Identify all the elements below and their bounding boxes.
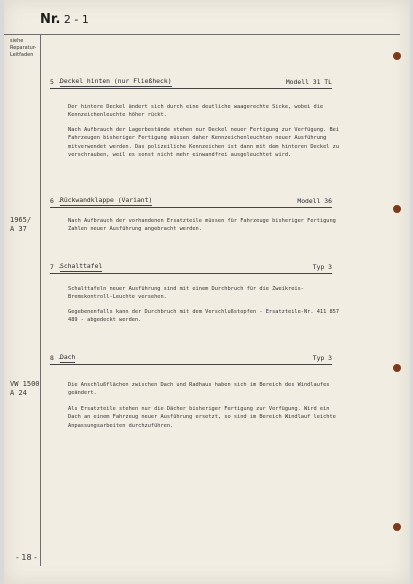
section-paragraph: Schalttafeln neuer Ausführung sind mit einem Durchbruch für die Zweikreis-Bremskontroll-Leuchte versehen. [68, 286, 304, 301]
punch-hole [393, 364, 401, 372]
section-number: 5 - [50, 78, 62, 86]
section-number: 6 - [50, 197, 62, 205]
section-heading-5 [50, 77, 332, 89]
margin-reference: siehe Reparatur-Leitfaden [10, 38, 37, 58]
margin-note: VW 1500 A 24 [10, 380, 40, 397]
section-model: Modell 36 [297, 197, 332, 205]
section-model: Typ 3 [312, 354, 332, 362]
margin-note: 1965/ A 37 [10, 216, 32, 233]
page-footer-number: - 18 - [16, 553, 38, 562]
page-number-value: 2 - 1 [63, 13, 89, 26]
section-paragraph: Gegebenenfalls kann der Durchbruch mit dem Verschlußstopfen - Ersatzteile-Nr. 411 857 489 - abgedeckt werden. [68, 309, 340, 324]
section-title: Rückwandklappe (Variant) [60, 196, 153, 204]
punch-hole [393, 205, 401, 213]
punch-hole [393, 523, 401, 531]
header-rule [4, 34, 400, 35]
page-number [40, 12, 89, 27]
section-title: Deckel hinten (nur Fließheck) [60, 77, 172, 85]
section-paragraph: Nach Aufbrauch der vorhandenen Ersatzteile müssen für Fahrzeuge bisheriger Fertigung Zahlen neuer Ausführung angebracht werden. [68, 218, 336, 233]
punch-hole [393, 52, 401, 60]
margin-rule [40, 34, 41, 566]
section-paragraph: Der hintere Deckel ändert sich durch eine deutliche waagerechte Sicke, wobei die Kennzeichenleuchte höher rückt. [68, 104, 324, 119]
section-number: 8 - [50, 354, 62, 362]
section-heading-7 [50, 262, 332, 274]
section-heading-6 [50, 196, 332, 208]
section-paragraph: Nach Aufbrauch der Lagerbestände stehen nur Deckel neuer Fertigung zur Verfügung. Bei Fahrzeugen bisheriger Fertigung müssen daher Kennzeichenleuchten neuer Ausführung mitverwendet werden. Das polizeiliche Kennzeichen ist dann mit dem hinteren Deckel zu verschrauben, weil es sonst nicht mehr einwandfrei ausgeleuchtet wird. [68, 127, 340, 159]
document-page [4, 0, 410, 584]
section-model: Modell 31 TL [285, 78, 332, 86]
section-title: Dach [60, 353, 76, 361]
section-paragraph: Als Ersatzteile stehen nur die Dächer bisheriger Fertigung zur Verfügung. Wird ein Dach an einem Fahrzeug neuer Ausführung ersetzt, so sind im Bereich Windlauf leichte Anpassungsarbeiten durchzuführen. [68, 406, 336, 429]
page-number-prefix: Nr. [40, 12, 61, 27]
section-heading-8 [50, 353, 332, 365]
section-title: Schalttafel [60, 262, 103, 270]
section-number: 7 - [50, 263, 62, 271]
section-paragraph: Die Anschlußflächen zwischen Dach und Radhaus haben sich im Bereich des Windlaufes geändert. [68, 382, 330, 397]
section-model: Typ 3 [312, 263, 332, 271]
